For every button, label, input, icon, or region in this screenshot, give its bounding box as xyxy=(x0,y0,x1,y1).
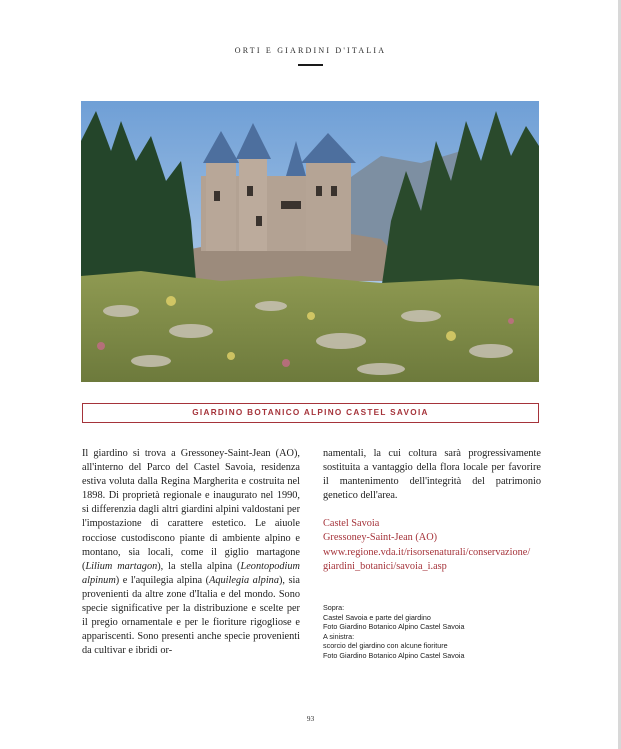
body-left-column xyxy=(82,447,300,671)
garden-url-line-2[interactable]: giardini_botanici/savoia_i.asp xyxy=(323,560,447,572)
running-head: ORTI E GIARDINI D'ITALIA xyxy=(234,46,387,55)
body-text: ), la stella alpina ( xyxy=(157,560,241,572)
body-paragraph xyxy=(82,447,300,658)
body-right-column xyxy=(323,447,541,574)
garden-url-line-1[interactable]: www.regione.vda.it/risorsenaturali/conservazione/ xyxy=(323,546,531,558)
photo-note-line: Castel Savoia e parte del giardino xyxy=(323,612,431,622)
body-text: ), sia provenienti da altre zone d'Italia e del mondo. Sono specie significative per la distribuzione e scelte per il pregio ornamentale e per le fioriture rigogliose e appariscenti. Sono presenti anche specie provenienti da cultivar e ibridi or- xyxy=(82,574,300,657)
page-number: 93 xyxy=(306,714,315,723)
photo-note-line: A sinistra: xyxy=(323,631,355,641)
body-paragraph-continued: namentali, la cui coltura sarà progressivamente sostituita a vantaggio della flora locale per favorire il mantenimento dell'integrità del patrimonio genetico dell'area. xyxy=(323,448,541,502)
species-name: Aquilegia alpina xyxy=(209,574,279,586)
garden-name: Castel Savoia xyxy=(323,518,380,530)
photo-note-line: scorcio del giardino con alcune fioriture xyxy=(323,641,448,651)
garden-location: Gressoney-Saint-Jean (AO) xyxy=(323,532,438,544)
photo-note-line: Foto Giardino Botanico Alpino Castel Savoia xyxy=(323,622,465,632)
body-text: ) e l'aquilegia alpina ( xyxy=(115,574,210,586)
photo-credits xyxy=(323,603,464,661)
castle-garden-photo xyxy=(81,101,539,382)
garden-contact xyxy=(323,517,541,573)
castle-garden-illustration xyxy=(81,101,539,382)
body-text: Il giardino si trova a Gressoney-Saint-Jean (AO), all'interno del Parco del Castel Savoia, residenza estiva voluta dalla Regina Margherita e costruita nel 1898. Di proprietà regionale e inaugurato nel 1990, si differenzia dagli altri giardini alpini valdostani per l'impostazione di carattere estetico. Le aiuole rocciose custodiscono piante di ambiente alpino e montano, sia locali, come il giglio martagone ( xyxy=(82,448,300,572)
species-name: Lilium martagon xyxy=(85,560,158,572)
species-name: Leontopodium alpinum xyxy=(82,560,300,586)
garden-title-box: GIARDINO BOTANICO ALPINO CASTEL SAVOIA xyxy=(82,403,539,423)
photo-note-line: Sopra: xyxy=(323,603,345,612)
header-rule xyxy=(298,64,323,66)
photo-note-line: Foto Giardino Botanico Alpino Castel Savoia xyxy=(323,650,465,660)
